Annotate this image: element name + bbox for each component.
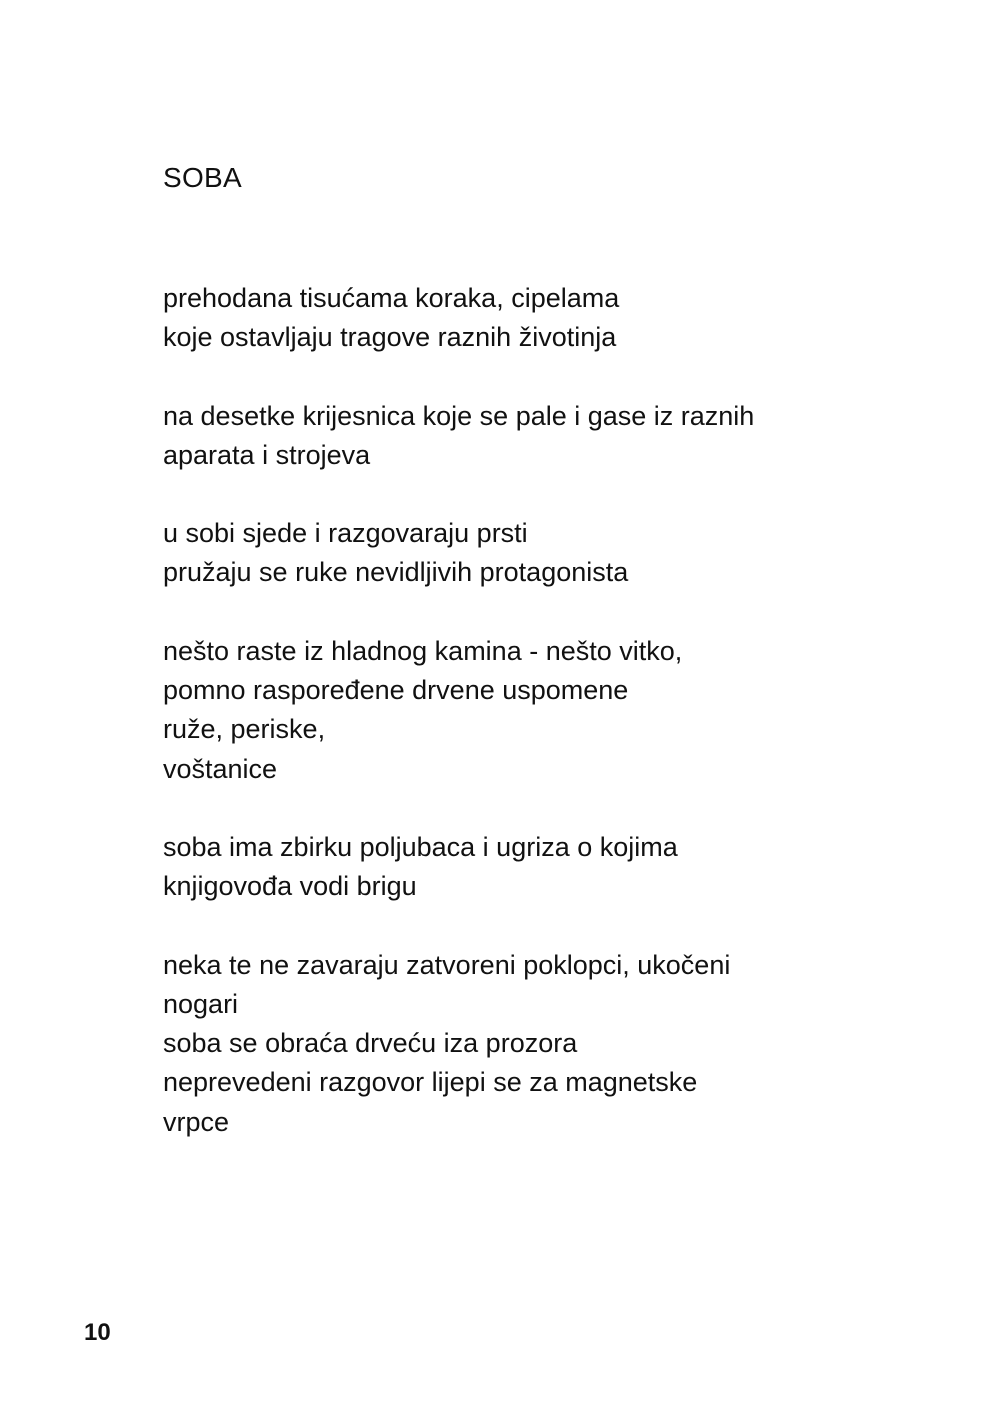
poem-line: u sobi sjede i razgovaraju prsti	[163, 518, 528, 549]
poem-body	[163, 279, 943, 1181]
poem-line: na desetke krijesnica koje se pale i gase iz raznih	[163, 400, 755, 431]
stanza	[163, 279, 943, 358]
stanza	[163, 632, 943, 789]
stanza	[163, 514, 943, 593]
page-number: 10	[84, 1319, 111, 1346]
poem-line: aparata i strojeva	[163, 439, 371, 470]
poem-line: nešto raste iz hladnog kamina - nešto vitko,	[163, 635, 683, 666]
poem-line: voštanice	[163, 753, 278, 784]
poem-line: vrpce	[163, 1106, 230, 1137]
poem-line: koje ostavljaju tragove raznih životinja	[163, 322, 617, 353]
poem-line: soba ima zbirku poljubaca i ugriza o kojima	[163, 831, 678, 862]
stanza	[163, 946, 943, 1142]
poem-line: neka te ne zavaraju zatvoreni poklopci, ukočeni	[163, 949, 731, 980]
poem-line: prehodana tisućama koraka, cipelama	[163, 283, 620, 313]
poem-title: SOBA	[163, 162, 243, 193]
poem-line: neprevedeni razgovor lijepi se za magnetske	[163, 1067, 698, 1098]
poem-line: pomno raspoređene drvene uspomene	[163, 675, 629, 706]
poem-line: nogari	[163, 988, 239, 1019]
stanza	[163, 828, 943, 907]
poem-line: ruže, periske,	[163, 714, 326, 745]
poem-line: soba se obraća drveću iza prozora	[163, 1028, 578, 1059]
poem-line: pružaju se ruke nevidljivih protagonista	[163, 557, 629, 588]
stanza	[163, 397, 943, 476]
poem-line: knjigovođa vodi brigu	[163, 871, 417, 902]
